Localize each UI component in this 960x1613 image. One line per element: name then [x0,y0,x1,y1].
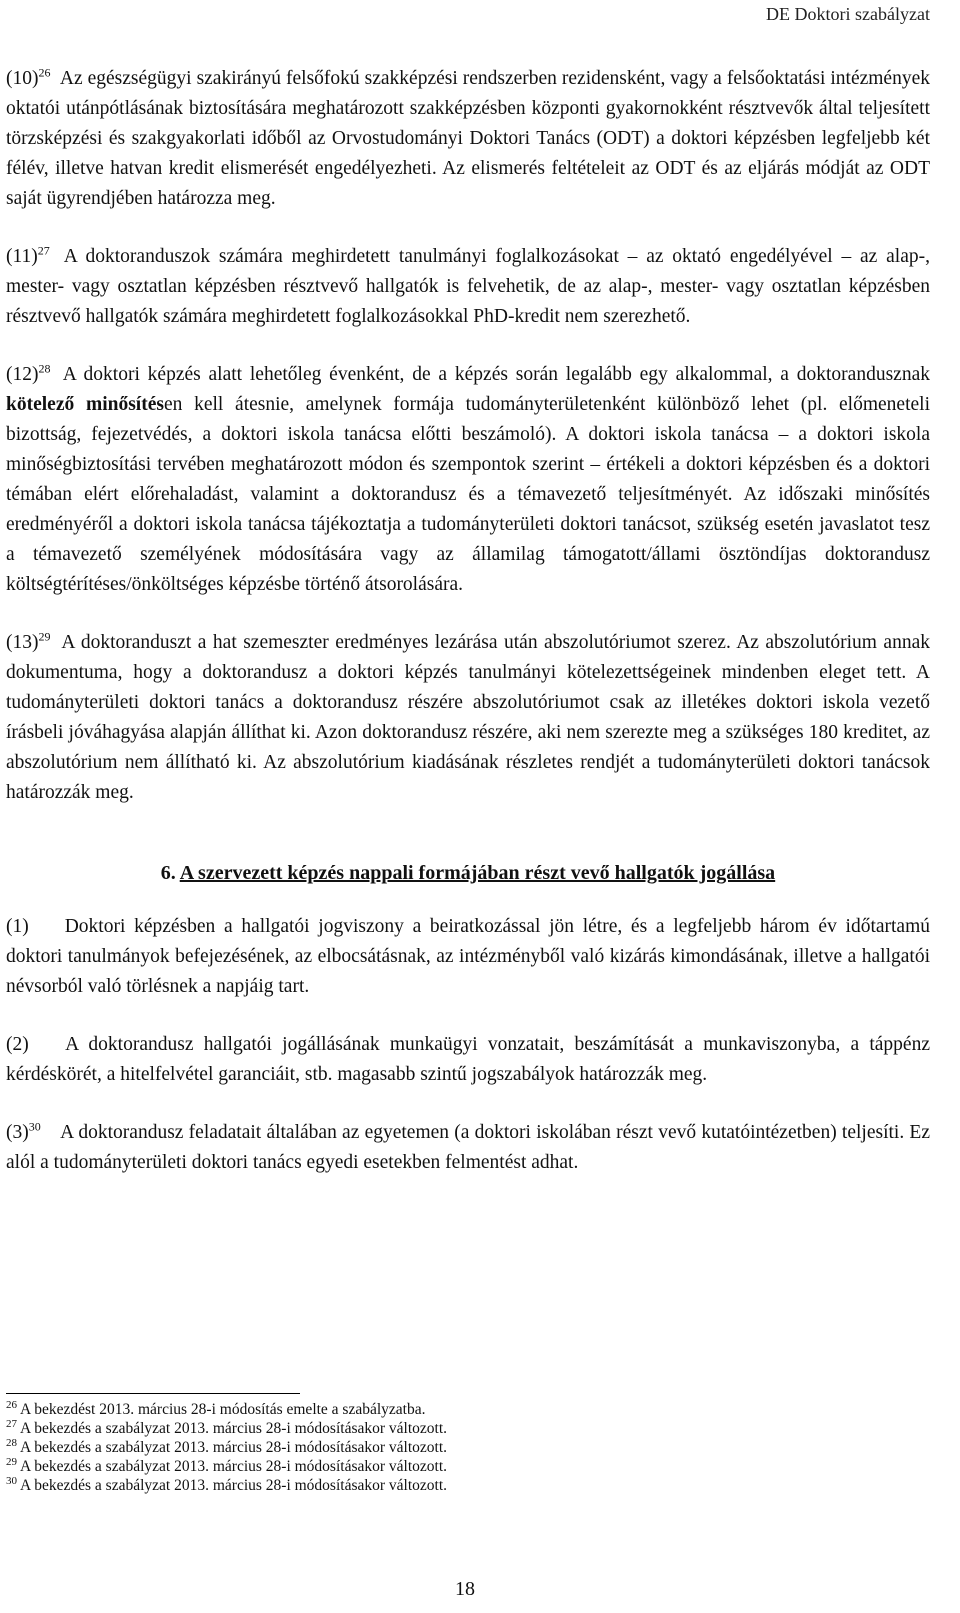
footnote: $^{29}$ A bekezdés a szabályzat 2013. március 28-i módosításakor változott. [6,1455,448,1475]
footnote-separator [6,1393,300,1394]
section-title: A szervezett képzés nappali formájában részt vevő hallgatók jogállása [179,862,776,884]
paragraph-number: (1) [6,916,29,937]
document-body [6,64,930,1206]
paragraph-3 [6,1118,930,1178]
paragraph-text-pre: A doktori képzés alatt lehetőleg évenként, de a képzés során legalább egy alkalommal, a doktorandusznak [62,364,930,385]
paragraph-number: $(13)^{29}$ [6,629,51,653]
paragraph-number: $(3)^{30}$ [6,1119,41,1143]
paragraph-text: A doktorandusz hallgatói jogállásának munkaügyi vonzatait, beszámítását a munkaviszonyba, a táppénz kérdéskörét, a hitelfelvétel garanciáit, stb. magasabb szintű jogszabályok határozzák meg. [6,1034,930,1085]
footnote: $^{27}$ A bekezdés a szabályzat 2013. március 28-i módosításakor változott. [6,1417,448,1437]
bold-kotelezo: kötelező [6,394,75,415]
page-number: 18 [455,1578,475,1600]
running-header: DE Doktori szabályzat [766,4,930,24]
footnote-ref[interactable]: 28 [38,361,51,376]
paragraph-number: $(12)^{28}$ [6,361,51,385]
bold-minosites: minősítés [85,394,164,415]
footnote-ref[interactable]: 30 [28,1119,41,1134]
paragraph-10 [6,64,930,214]
paragraph-13 [6,628,930,808]
paragraph-text: Az egészségügyi szakirányú felsőfokú szakképzési rendszerben rezidensként, vagy a felsőoktatási intézmények oktatói utánpótlásának biztosítására meghatározott szakképzésben központi gyakornokként résztvevők által teljesített törzsképzési és szakgyakorlati időből az Orvostudományi Doktori Tanács (ODT) a doktori képzésben legfeljebb két félév, illetve hatvan kredit elismerését engedélyezheti. Az elismerés feltételeit az ODT és az eljárás módját az ODT saját ügyrendjében határozza meg. [6,68,930,209]
section-heading [6,858,930,888]
paragraph-2 [6,1030,930,1090]
footnote: $^{30}$ A bekezdés a szabályzat 2013. március 28-i módosításakor változott. [6,1474,448,1494]
paragraph-11 [6,242,930,332]
paragraph-text: A doktorandusz feladatait általában az egyetemen (a doktori iskolában részt vevő kutatóintézetben) teljesíti. Ez alól a tudományterületi doktori tanács egyedi esetekben felmentést adhat. [6,1122,930,1173]
paragraph-text: A doktoranduszok számára meghirdetett tanulmányi foglalkozásokat – az oktató engedélyével – az alap-, mester- vagy osztatlan képzésben résztvevő hallgatók is felvehetik, de az alap-, mester- vagy osztatlan képzésben résztvevő hallgatók számára meghirdetett foglalkozásokkal PhD-kredit nem szerezhető. [6,246,930,327]
section-number: 6. [160,862,176,884]
paragraph-number: $(10)^{26}$ [6,65,51,89]
footnotes [6,1400,447,1495]
paragraph-number: (2) [6,1034,29,1055]
paragraph-text-post: en kell átesnie, amelynek formája tudományterületenként különböző lehet (pl. előmeneteli bizottság, fejezetvédés, a doktori iskola tanácsa előtti beszámoló). A doktori iskola tanácsa – a doktori iskola minőségbiztosítási tervében meghatározott módon és szempontok szerint – értékeli a doktori képzésben és a doktori témában elért előrehaladást, valamint a doktorandusz és a témavezető teljesítményét. Az időszaki minősítés eredményéről a doktori iskola tanácsa tájékoztatja a tudományterületi doktori tanácsot, szükség esetén javaslatot tesz a témavezető személyének módosítására vagy az államilag támogatott/állami ösztöndíjas doktorandusz költségtérítéses/önköltséges képzésbe történő átsorolására. [6,394,930,595]
paragraph-text: A doktoranduszt a hat szemeszter eredményes lezárása után abszolutóriumot szerez. Az abszolutórium annak dokumentuma, hogy a doktorandusz a doktori képzés tanulmányi kötelezettségeinek mindenben eleget tett. A tudományterületi doktori tanács a doktorandusz részére abszolutóriumot csak az illetékes doktori iskola vezető írásbeli jóváhagyása alapján állíthat ki. Azon doktorandusz részére, aki nem szerezte meg a szükséges 180 kreditet, az abszolutórium nem állítható ki. Az abszolutórium kiadásának részletes rendjét a tudományterületi doktori tanácsok határozzák meg. [6,632,930,803]
footnote: $^{26}$ A bekezdést 2013. március 28-i módosítás emelte a szabályzatba. [6,1398,426,1418]
footnote-ref[interactable]: 27 [37,243,50,258]
paragraph-text: Doktori képzésben a hallgatói jogviszony a beiratkozással jön létre, és a legfeljebb három év időtartamú doktori tanulmányok befejezésének, az elbocsátásnak, az intézményből való kizárás kimondásának, illetve a hallgatói névsorból való törlésnek a napjáig tart. [6,916,931,997]
footnote: $^{28}$ A bekezdés a szabályzat 2013. március 28-i módosításakor változott. [6,1436,448,1456]
paragraph-12 [6,360,930,600]
footnote-ref[interactable]: 29 [38,629,51,644]
paragraph-number: $(11)^{27}$ [6,243,50,267]
paragraph-1 [6,912,930,1002]
footnote-ref[interactable]: 26 [38,65,51,80]
